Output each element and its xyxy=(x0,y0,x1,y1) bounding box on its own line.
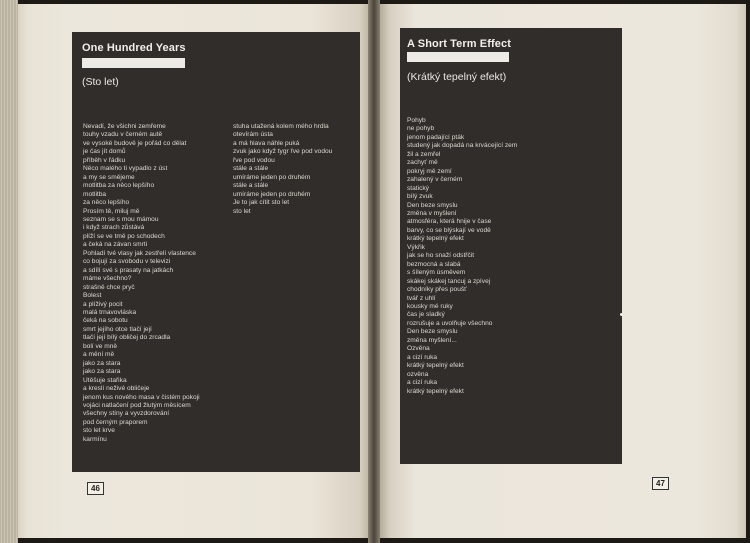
poem-line: co bojují za svobodu v televizi xyxy=(83,258,171,266)
paper-speck xyxy=(620,313,623,316)
poem-line: jako za stara xyxy=(83,359,121,367)
poem-line: sto let xyxy=(233,207,251,215)
poem-line: za něco lepšího xyxy=(83,199,130,207)
poem-line: rozrušuje a uvolňuje všechno xyxy=(407,319,493,327)
poem-line: a kreslí neživé obličeje xyxy=(83,385,150,393)
poem-line: krátký tepelný efekt xyxy=(407,362,464,370)
poem-line: statický xyxy=(407,184,429,192)
poem-line: vojáci natlačení pod žlutým měsícem xyxy=(83,401,191,409)
poem-line: a my se smějeme xyxy=(83,173,135,181)
poem-line: příběh v řádku xyxy=(83,156,126,164)
poem-line: Pohyb xyxy=(407,117,426,124)
poem-line: změna v myšlení xyxy=(407,209,457,217)
poem-line: umíráme jeden po druhém xyxy=(233,173,311,181)
poem-line: žil a zemřel xyxy=(407,150,441,158)
poem-line: pokryj mě zemí xyxy=(407,167,452,175)
poem-line: jako za stara xyxy=(83,368,121,376)
poem-line: je čas jít domů xyxy=(83,148,126,156)
poem-line: a cizí ruka xyxy=(407,353,438,361)
poem-line: strašně chce pryč xyxy=(83,283,135,291)
poem-line: tlačí její bílý obličej do zrcadla xyxy=(83,334,171,342)
right-poem-title: A Short Term Effect xyxy=(407,38,511,50)
poem-line: jenom kus nového masa v čistém pokoji xyxy=(83,393,200,401)
poem-line: Bolest xyxy=(83,292,102,300)
poem-line: motlitba za něco lepšího xyxy=(83,182,155,190)
poem-line: a čeká na závan smrti xyxy=(83,241,148,249)
book-gutter xyxy=(368,0,380,543)
poem-line: čas je sladký xyxy=(407,311,445,319)
poem-line: bílý zvuk xyxy=(407,193,433,201)
poem-line: s šíleným úsměvem xyxy=(407,269,466,277)
right-poem-lines xyxy=(407,117,517,396)
poem-line: pod černým praporem xyxy=(83,418,148,426)
poem-line: Pohladí tvé vlasy jak zestřelí vlastence xyxy=(83,249,196,257)
poem-line: a sdílí své s prasaty na jatkách xyxy=(83,266,174,274)
poem-line: barvy, co se blýskají ve vodě xyxy=(407,226,491,234)
poem-line: i když strach zůstává xyxy=(83,224,145,232)
poem-line: zachyť mě xyxy=(407,159,438,167)
poem-line: stuha utažená kolem mého hrdla xyxy=(233,123,329,130)
poem-line: touhy vzadu v černém autě xyxy=(83,131,163,139)
left-title-bar xyxy=(82,58,185,68)
poem-line: Je to jak cítit sto let xyxy=(233,199,290,207)
poem-line: Prosím tě, miluj mě xyxy=(83,207,140,215)
poem-line: stále a stále xyxy=(233,182,269,190)
poem-line: Den beze smyslu xyxy=(407,201,458,209)
poem-line: plíží se ve tmě po schodech xyxy=(83,232,165,240)
poem-line: krátký tepelný efekt xyxy=(407,387,464,395)
poem-line: bezmocná a slabá xyxy=(407,260,461,268)
poem-line: krátký tepelný efekt xyxy=(407,235,464,243)
poem-line: a má hlava náhle puká xyxy=(233,139,300,147)
poem-line: kousky mé ruky xyxy=(407,302,453,310)
poem-line: změna myšlení... xyxy=(407,336,457,344)
poem-line: zvuk jako když tygr řve pod vodou xyxy=(233,148,333,156)
right-page-number: 47 xyxy=(652,477,669,490)
poem-line: Nevadí, že všichni zemřeme xyxy=(83,123,166,130)
poem-line: smrt jejího otce tlačí její xyxy=(83,325,152,333)
left-text-panel xyxy=(72,32,360,472)
poem-line: zahalený v černém xyxy=(407,176,463,184)
poem-line: Něco malého ti vypadlo z úst xyxy=(83,165,168,173)
left-poem-column-1 xyxy=(83,123,200,444)
right-poem-subtitle: (Krátký tepelný efekt) xyxy=(407,71,507,83)
poem-line: řve pod vodou xyxy=(233,156,275,164)
poem-line: bolí ve mně xyxy=(83,342,118,350)
poem-line: skákej skákej tancuj a zpívej xyxy=(407,277,491,285)
poem-line: karmínu xyxy=(83,435,107,443)
page-edges xyxy=(0,0,18,543)
poem-line: studený jak dopadá na krvácející zem xyxy=(407,142,518,150)
poem-line: Den beze smyslu xyxy=(407,328,458,336)
right-title-bar xyxy=(407,52,509,62)
poem-line: stále a stále xyxy=(233,165,269,173)
poem-line: Utěšuje stařika xyxy=(83,376,127,384)
poem-line: a plíživý pocit xyxy=(83,300,123,308)
poem-line: ve vysoké budově je pořád co dělat xyxy=(83,139,187,147)
poem-line: jenom padající pták xyxy=(407,133,465,141)
poem-line: sto let krve xyxy=(83,427,115,435)
poem-line: ozvěna xyxy=(407,370,429,378)
poem-line: všechny stíny a vyvzdorování xyxy=(83,410,170,418)
poem-line: jak se ho snaží odstřčit xyxy=(407,252,475,260)
poem-line: máme všechno? xyxy=(83,275,132,283)
right-text-panel xyxy=(400,28,622,464)
left-poem-column-2 xyxy=(233,123,332,216)
left-poem-subtitle: (Sto let) xyxy=(82,76,119,88)
poem-line: chodníky přes poušť xyxy=(407,286,467,294)
poem-line: a cizí ruka xyxy=(407,379,438,387)
poem-line: a mění mě xyxy=(83,351,115,359)
poem-line: seznam se s mou mámou xyxy=(83,215,159,223)
poem-line: malá trnavovláska xyxy=(83,308,137,316)
left-poem-title: One Hundred Years xyxy=(82,42,186,54)
poem-line: motlitba xyxy=(83,190,107,198)
poem-line: Výkřik xyxy=(407,243,425,251)
poem-line: tvář z uhlí xyxy=(407,294,436,302)
poem-line: ne pohyb xyxy=(407,125,435,133)
poem-line: umíráme jeden po druhém xyxy=(233,190,311,198)
poem-line: atmosféra, která hnije v čase xyxy=(407,218,492,226)
poem-line: Ozvěna xyxy=(407,345,430,353)
poem-line: čeká na sobotu xyxy=(83,317,128,325)
left-page-number: 46 xyxy=(87,482,104,495)
poem-line: otevírám ústa xyxy=(233,131,273,139)
